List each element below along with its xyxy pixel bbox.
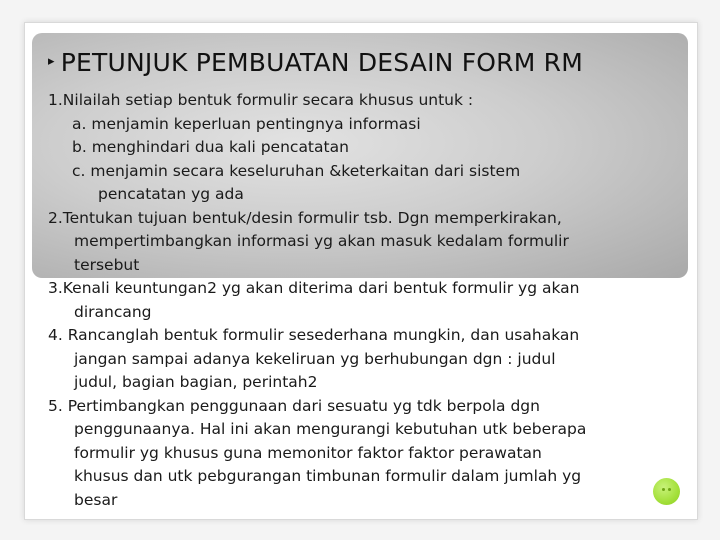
dot-eye-icon (668, 488, 671, 491)
list-item: pencatatan yg ada (98, 185, 244, 203)
list-item: khusus dan utk pebgurangan timbunan formulir dalam jumlah yg (74, 467, 582, 485)
dot-eye-icon (662, 488, 665, 491)
list-item: 2.Tentukan tujuan bentuk/desin formulir tsb. Dgn memperkirakan, (48, 208, 562, 227)
list-item: b. menghindari dua kali pencatatan (72, 138, 349, 156)
list-item: mempertimbangkan informasi yg akan masuk kedalam formulir (74, 232, 569, 250)
slide-body (48, 89, 688, 512)
list-item: formulir yg khusus guna memonitor faktor faktor perawatan (74, 443, 542, 462)
wingding-bullet-icon: ▸ (48, 53, 55, 69)
list-item: jangan sampai adanya kekeliruan yg berhubungan dgn : judul (74, 349, 556, 368)
slide-title-text: PETUNJUK PEMBUATAN DESAIN FORM RM (60, 48, 584, 77)
green-dot-icon (653, 478, 680, 505)
list-item: besar (74, 490, 118, 509)
list-item: 3.Kenali keuntungan2 yg akan diterima dari bentuk formulir yg akan (48, 279, 580, 297)
list-item: 4. Rancanglah bentuk formulir sesederhana mungkin, dan usahakan (48, 326, 580, 344)
list-item: judul, bagian bagian, perintah2 (74, 373, 318, 391)
list-item: tersebut (74, 255, 140, 274)
list-item: penggunaanya. Hal ini akan mengurangi kebutuhan utk beberapa (74, 420, 587, 438)
list-item: dirancang (74, 302, 152, 321)
list-item: 5. Pertimbangkan penggunaan dari sesuatu yg tdk berpola dgn (48, 396, 540, 415)
list-item: 1.Nilailah setiap bentuk formulir secara khusus untuk : (48, 91, 474, 109)
list-item: c. menjamin secara keseluruhan &keterkaitan dari sistem (72, 161, 521, 180)
slide-title (48, 48, 583, 77)
list-item: a. menjamin keperluan pentingnya informasi (72, 114, 421, 133)
